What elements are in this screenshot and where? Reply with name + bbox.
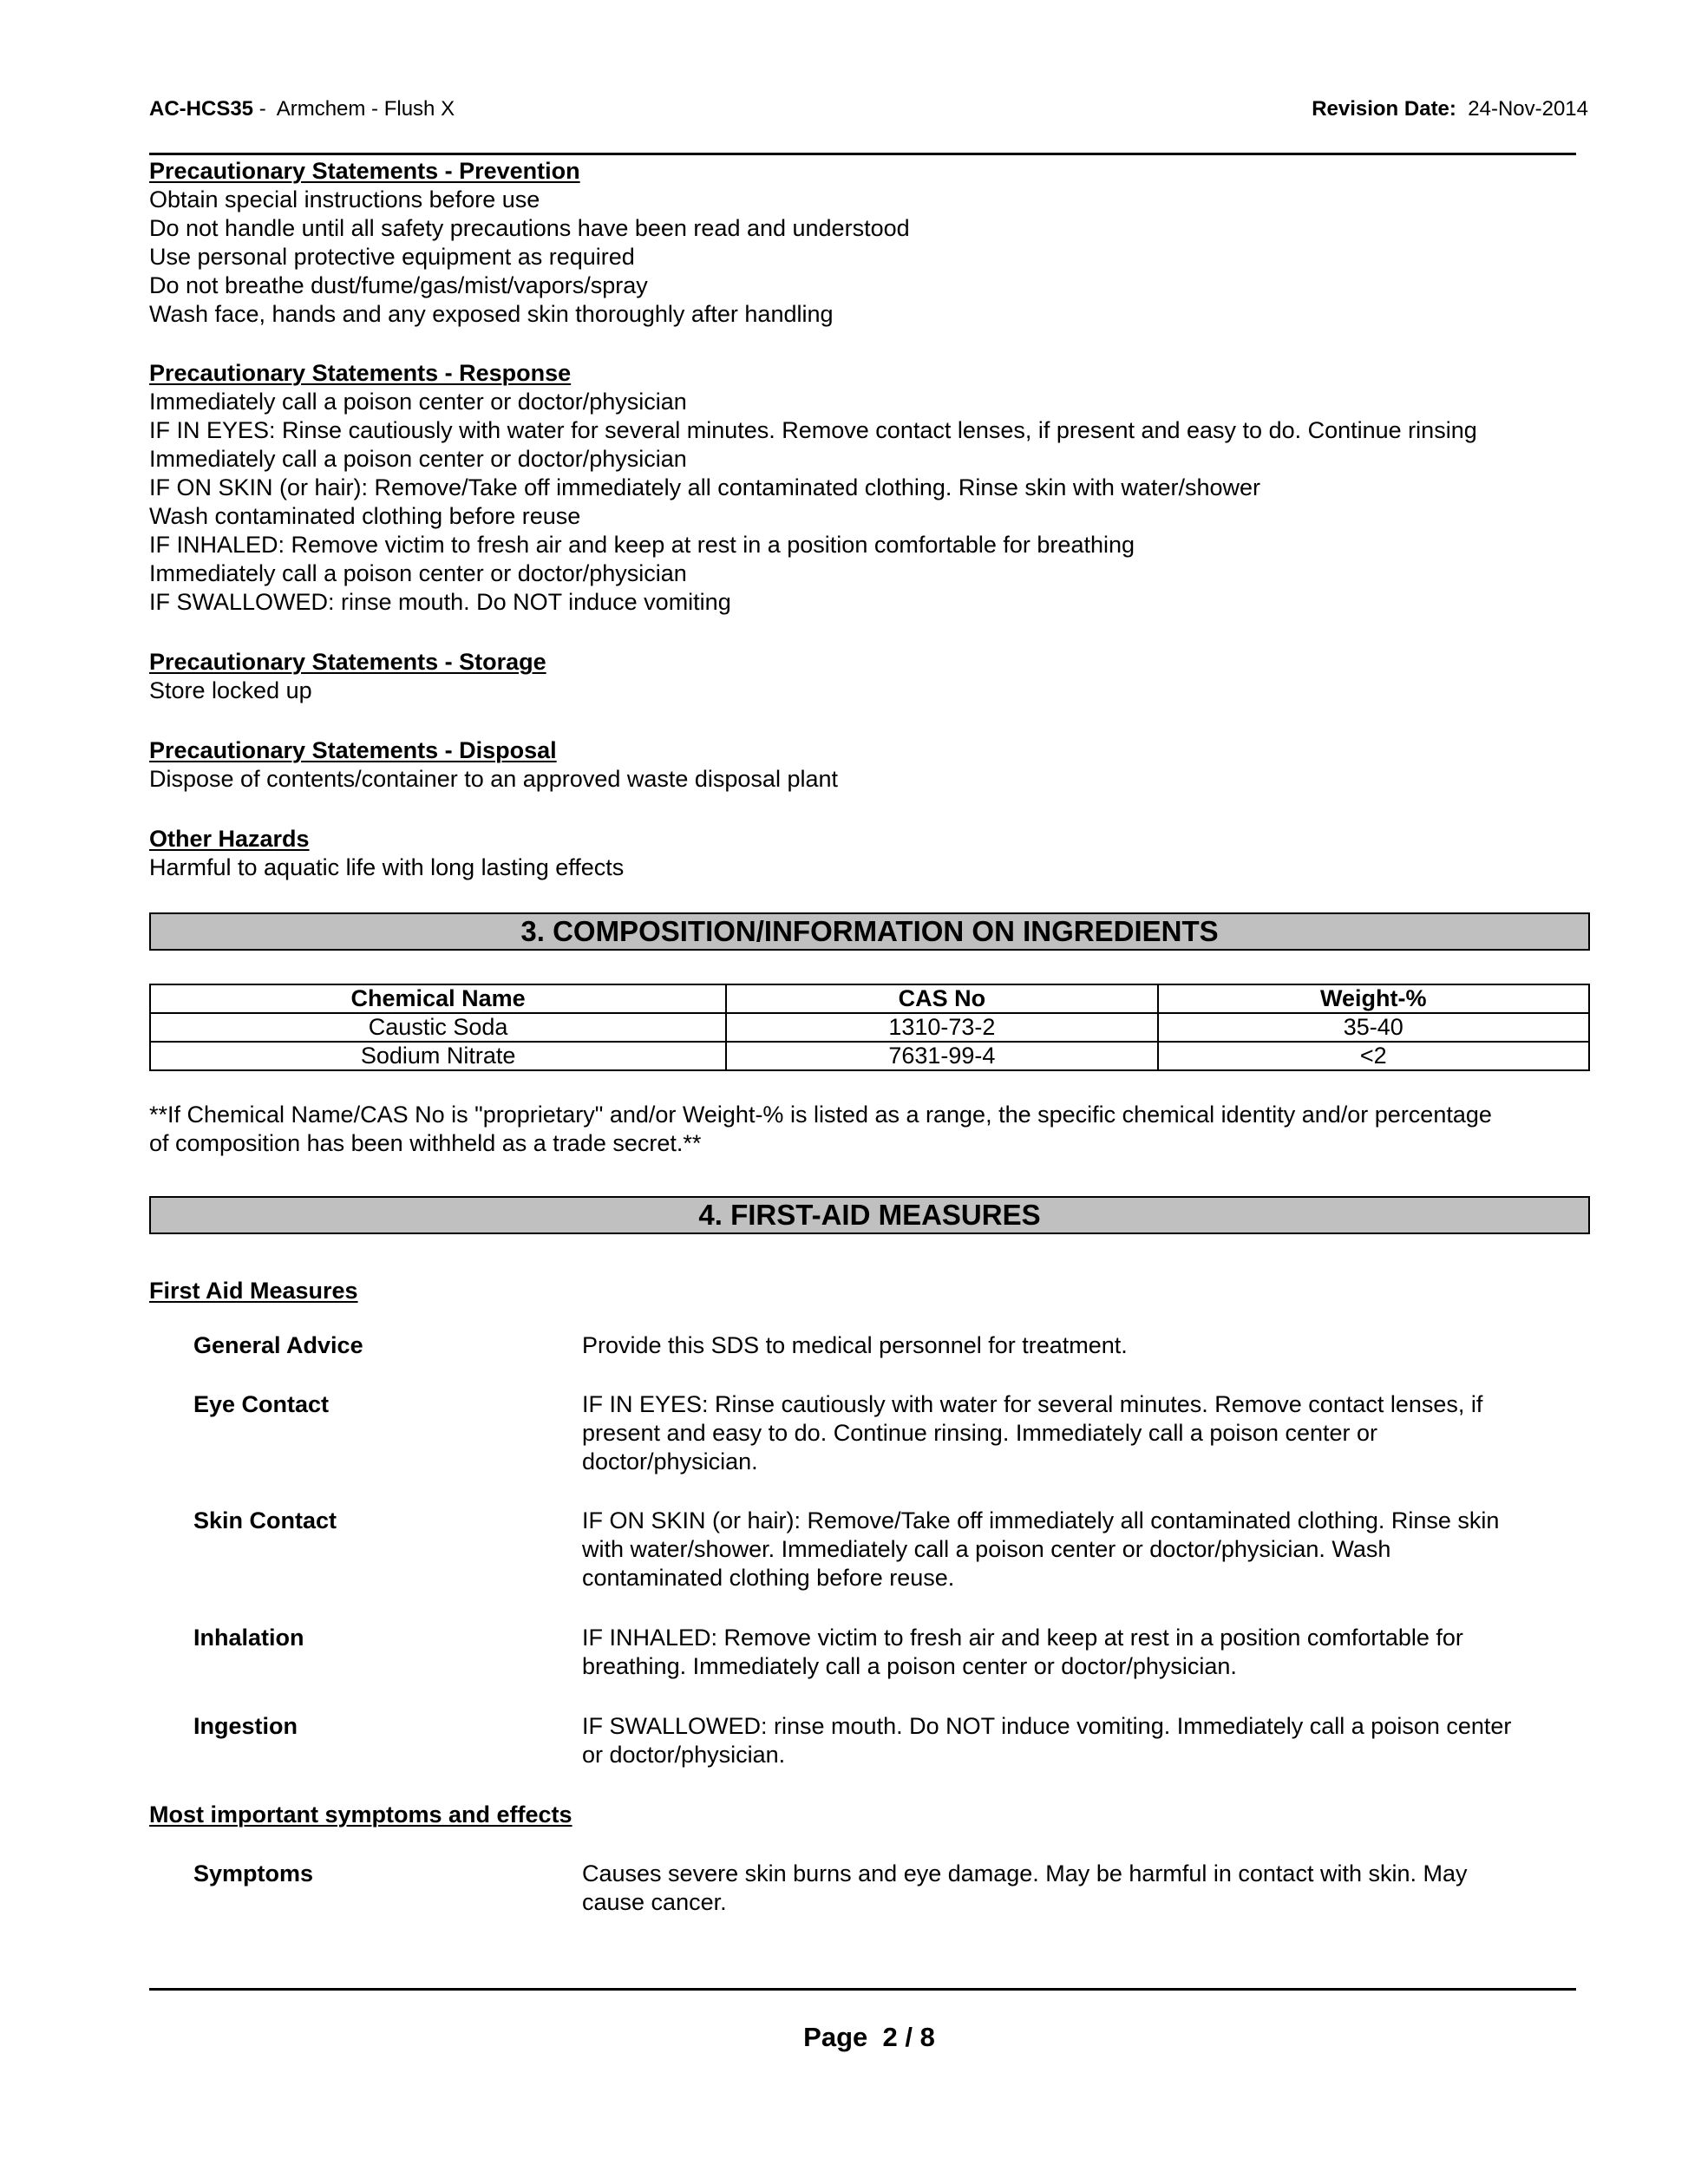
document-code: AC-HCS35 — [149, 97, 254, 121]
document-header-right — [1312, 96, 1588, 122]
ingestion-value — [582, 1712, 1588, 1769]
inhalation-value — [582, 1624, 1588, 1681]
first-aid-measures-heading: First Aid Measures — [149, 1278, 358, 1304]
response-line: IF ON SKIN (or hair): Remove/Take off immediately all contaminated clothing. Rinse skin with water/shower — [149, 474, 1260, 500]
value-line: with water/shower. Immediately call a poison center or doctor/physician. Wash — [582, 1536, 1391, 1562]
response-line: IF SWALLOWED: rinse mouth. Do NOT induce vomiting — [149, 589, 731, 615]
prevention-line: Use personal protective equipment as required — [149, 244, 635, 270]
composition-table — [149, 984, 1590, 1071]
cell-chemical-name: Sodium Nitrate — [150, 1042, 726, 1070]
cell-weight: <2 — [1158, 1042, 1589, 1070]
other-hazards-heading: Other Hazards — [149, 826, 310, 852]
prevention-line: Do not breathe dust/fume/gas/mist/vapors/spray — [149, 272, 648, 298]
table-header-row — [150, 984, 1589, 1013]
value-line: or doctor/physician. — [582, 1742, 786, 1768]
disposal-line: Dispose of contents/container to an approved waste disposal plant — [149, 766, 838, 792]
section-3-header: 3. COMPOSITION/INFORMATION ON INGREDIENTS — [149, 912, 1590, 951]
symptoms-label: Symptoms — [193, 1860, 314, 1886]
response-block — [149, 359, 1589, 617]
product-name: Armchem - Flush X — [276, 97, 455, 121]
general-advice-label: General Advice — [193, 1332, 363, 1358]
document-header-left — [149, 96, 455, 122]
value-line: breathing. Immediately call a poison center or doctor/physician. — [582, 1653, 1237, 1679]
response-line: Wash contaminated clothing before reuse — [149, 503, 581, 529]
response-line: Immediately call a poison center or doctor/physician — [149, 389, 687, 415]
trade-secret-footnote — [149, 1101, 1589, 1158]
prevention-line: Wash face, hands and any exposed skin thoroughly after handling — [149, 301, 834, 327]
disposal-block — [149, 736, 1589, 794]
symptoms-value — [582, 1860, 1588, 1917]
header-rule — [149, 153, 1576, 155]
value-line: Causes severe skin burns and eye damage. May be harmful in contact with skin. May — [582, 1860, 1468, 1886]
cell-weight: 35-40 — [1158, 1013, 1589, 1042]
section-4-header: 4. FIRST-AID MEASURES — [149, 1196, 1590, 1234]
value-line: IF ON SKIN (or hair): Remove/Take off immediately all contaminated clothing. Rinse skin — [582, 1507, 1500, 1533]
value-line: cause cancer. — [582, 1889, 727, 1915]
symptoms-effects-heading: Most important symptoms and effects — [149, 1801, 572, 1828]
inhalation-label: Inhalation — [193, 1625, 304, 1651]
prevention-line: Do not handle until all safety precautions have been read and understood — [149, 215, 910, 241]
value-line: IF INHALED: Remove victim to fresh air and keep at rest in a position comfortable for — [582, 1625, 1463, 1651]
storage-heading: Precautionary Statements - Storage — [149, 649, 546, 675]
revision-date-value: 24-Nov-2014 — [1468, 97, 1588, 121]
skin-contact-label: Skin Contact — [193, 1507, 337, 1533]
response-line: IF IN EYES: Rinse cautiously with water for several minutes. Remove contact lenses, if present and easy to do. Continue rinsing — [149, 417, 1477, 443]
footnote-line: **If Chemical Name/CAS No is "proprietary" and/or Weight-% is listed as a range, the specific chemical identity and/or percentage — [149, 1102, 1492, 1128]
ingestion-label: Ingestion — [193, 1713, 298, 1739]
value-line: present and easy to do. Continue rinsing. Immediately call a poison center or — [582, 1420, 1378, 1446]
value-line: IF SWALLOWED: rinse mouth. Do NOT induce vomiting. Immediately call a poison center — [582, 1713, 1512, 1739]
spacer — [1456, 97, 1468, 121]
eye-contact-value — [582, 1390, 1588, 1476]
value-line: doctor/physician. — [582, 1448, 758, 1475]
skin-contact-value — [582, 1507, 1588, 1592]
footer-rule — [149, 1988, 1576, 1991]
other-hazards-line: Harmful to aquatic life with long lasting effects — [149, 854, 625, 880]
table-row — [150, 1042, 1589, 1070]
footnote-line: of composition has been withheld as a trade secret.** — [149, 1130, 702, 1156]
value-line: Provide this SDS to medical personnel for treatment. — [582, 1332, 1128, 1358]
cell-chemical-name: Caustic Soda — [150, 1013, 726, 1042]
storage-line: Store locked up — [149, 677, 312, 703]
column-header-cas-no: CAS No — [726, 984, 1157, 1013]
prevention-line: Obtain special instructions before use — [149, 186, 540, 213]
header-separator: - — [253, 97, 277, 121]
value-line: contaminated clothing before reuse. — [582, 1565, 955, 1591]
other-hazards-block — [149, 825, 1589, 882]
eye-contact-label: Eye Contact — [193, 1391, 330, 1417]
response-heading: Precautionary Statements - Response — [149, 360, 572, 386]
page-number: Page 2 / 8 — [803, 2022, 935, 2052]
general-advice-value — [582, 1331, 1588, 1360]
cell-cas-no: 7631-99-4 — [726, 1042, 1157, 1070]
table-row — [150, 1013, 1589, 1042]
cell-cas-no: 1310-73-2 — [726, 1013, 1157, 1042]
column-header-chemical-name: Chemical Name — [150, 984, 726, 1013]
response-line: Immediately call a poison center or doctor/physician — [149, 446, 687, 472]
value-line: IF IN EYES: Rinse cautiously with water for several minutes. Remove contact lenses, if — [582, 1391, 1483, 1417]
response-line: IF INHALED: Remove victim to fresh air and keep at rest in a position comfortable for breathing — [149, 532, 1135, 558]
column-header-weight: Weight-% — [1158, 984, 1589, 1013]
response-line: Immediately call a poison center or doctor/physician — [149, 560, 687, 586]
prevention-block — [149, 157, 1589, 329]
prevention-heading: Precautionary Statements - Prevention — [149, 158, 580, 184]
revision-date-label: Revision Date: — [1312, 97, 1456, 121]
disposal-heading: Precautionary Statements - Disposal — [149, 737, 557, 763]
storage-block — [149, 648, 1589, 705]
